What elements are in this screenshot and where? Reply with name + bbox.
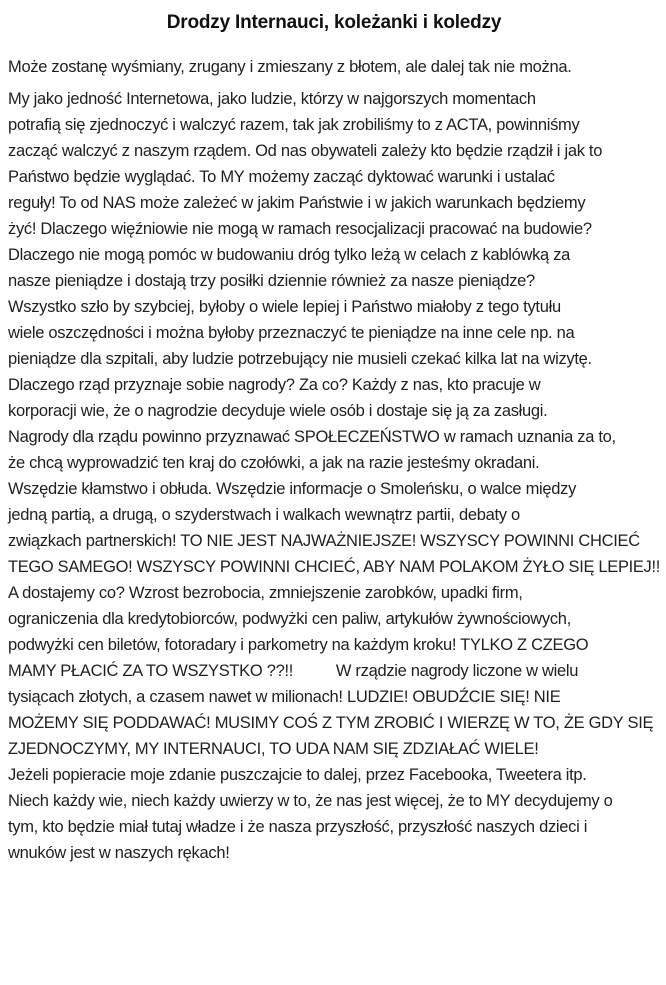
text-line: Może zostanę wyśmiany, zrugany i zmieszany z błotem, ale dalej tak nie można. (8, 58, 572, 76)
text-line: podwyżki cen biletów, fotoradary i parkometry na każdym kroku! TYLKO Z CZEGO (8, 636, 589, 654)
text-line: Wszędzie kłamstwo i obłuda. Wszędzie informacje o Smoleńsku, o walce między (8, 480, 577, 498)
text-line: wnuków jest w naszych rękach! (8, 844, 230, 862)
text-line: tysiącach złotych, a czasem nawet w milionach! LUDZIE! OBUDŹCIE SIĘ! NIE (8, 688, 561, 706)
text-line: Jeżeli popieracie moje zdanie puszczajcie to dalej, przez Facebooka, Tweetera itp. (8, 766, 587, 784)
text-line: Nagrody dla rządu powinno przyznawać SPOŁECZEŃSTWO w ramach uznania za to, (8, 428, 616, 446)
text-line: potrafią się zjednoczyć i walczyć razem, tak jak zrobiliśmy to z ACTA, powinniśmy (8, 116, 580, 134)
document-body (8, 54, 660, 866)
paragraph (8, 762, 660, 866)
text-line: zacząć walczyć z naszym rządem. Od nas obywateli zależy kto będzie rządził i jak to (8, 142, 603, 160)
page-title: Drodzy Internauci, koleżanki i koledzy (166, 12, 502, 33)
paragraph (8, 86, 660, 762)
text-line: nasze pieniądze i dostają trzy posiłki dziennie również za nasze pieniądze? (8, 272, 535, 290)
text-line: Dlaczego rząd przyznaje sobie nagrody? Za co? Każdy z nas, kto pracuje w (8, 376, 541, 394)
text-line: związkach partnerskich! TO NIE JEST NAJWAŻNIEJSZE! WSZYSCY POWINNI CHCIEĆ (8, 532, 640, 550)
text-line: tym, kto będzie miał tutaj władze i że nasza przyszłość, przyszłość naszych dzieci i (8, 818, 588, 836)
text-line: ograniczenia dla kredytobiorców, podwyżki cen paliw, artykułów żywnościowych, (8, 610, 571, 628)
paragraph (8, 54, 660, 80)
text-line: że chcą wyprowadzić ten kraj do czołówki, a jak na razie jesteśmy okradani. (8, 454, 540, 472)
text-line: A dostajemy co? Wzrost bezrobocia, zmniejszenie zarobków, upadki firm, (8, 584, 523, 602)
text-line: żyć! Dlaczego więźniowie nie mogą w ramach resocjalizacji pracować na budowie? (8, 220, 592, 238)
text-line: MOŻEMY SIĘ PODDAWAĆ! MUSIMY COŚ Z TYM ZROBIĆ I WIERZĘ W TO, ŻE GDY SIĘ (8, 714, 654, 732)
text-line: wiele oszczędności i można byłoby przeznaczyć te pieniądze na inne cele np. na (8, 324, 575, 342)
text-line: My jako jedność Internetowa, jako ludzie, którzy w najgorszych momentach (8, 90, 536, 108)
text-line: reguły! To od NAS może zależeć w jakim Państwie i w jakich warunkach będziemy (8, 194, 586, 212)
text-line: TEGO SAMEGO! WSZYSCY POWINNI CHCIEĆ, ABY NAM POLAKOM ŻYŁO SIĘ LEPIEJ!! (8, 558, 661, 576)
text-line: pieniądze dla szpitali, aby ludzie potrzebujący nie musieli czekać kilka lat na wizytę. (8, 350, 592, 368)
text-line: korporacji wie, że o nagrodzie decyduje wiele osób i dostaje się ją za zasługi. (8, 402, 548, 420)
text-line: Dlaczego nie mogą pomóc w budowaniu dróg tylko leżą w celach z kablówką za (8, 246, 571, 264)
text-line: jedną partią, a drugą, o szyderstwach i walkach wewnątrz partii, debaty o (8, 506, 520, 524)
text-line: MAMY PŁACIĆ ZA TO WSZYSTKO ??!! W rządzie nagrody liczone w wielu (8, 662, 579, 680)
text-line: Niech każdy wie, niech każdy uwierzy w to, że nas jest więcej, że to MY decydujemy o (8, 792, 613, 810)
text-line: ZJEDNOCZYMY, MY INTERNAUCI, TO UDA NAM SIĘ ZDZIAŁAĆ WIELE! (8, 740, 539, 758)
text-line: Państwo będzie wyglądać. To MY możemy zacząć dyktować warunki i ustalać (8, 168, 555, 186)
text-line: Wszystko szło by szybciej, byłoby o wiele lepiej i Państwo miałoby z tego tytułu (8, 298, 561, 316)
